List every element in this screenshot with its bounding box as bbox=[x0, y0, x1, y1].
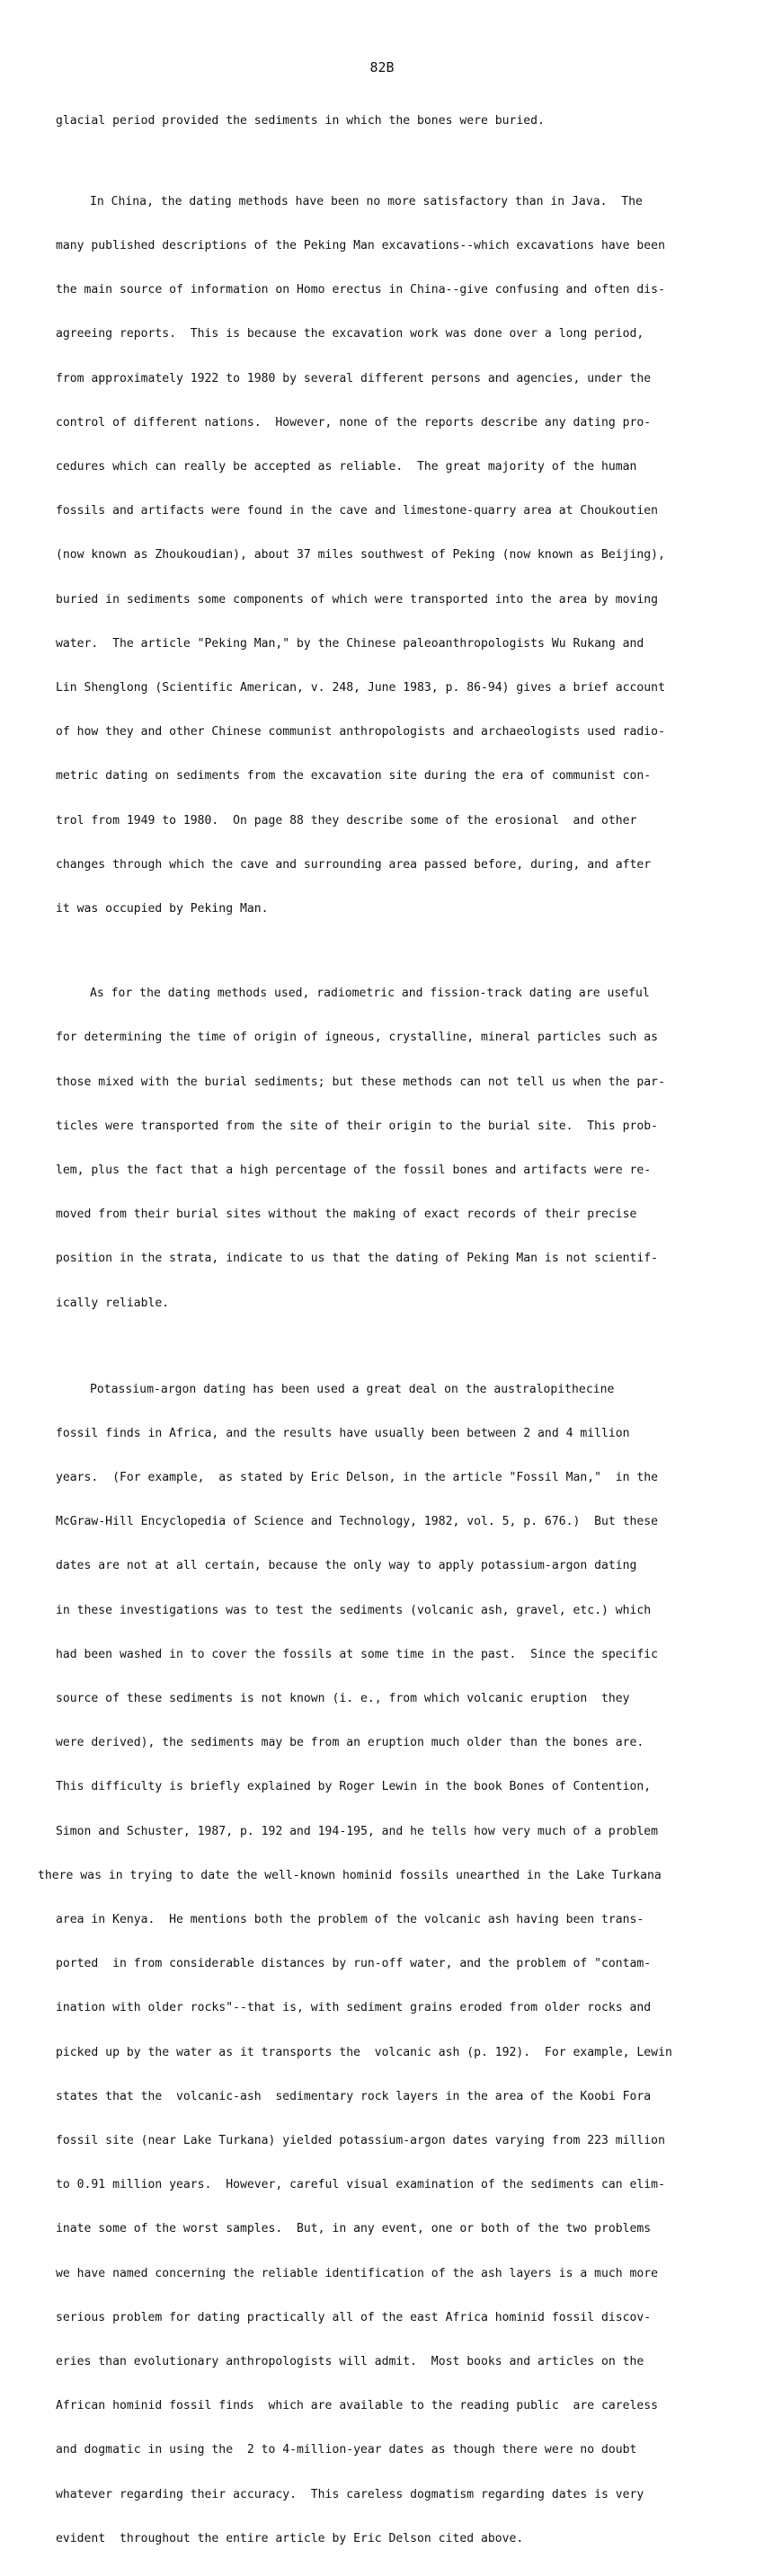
text-line: area in Kenya. He mentions both the problem of the volcanic ash having been trans- bbox=[56, 1912, 644, 1926]
text-line: This difficulty is briefly explained by Roger Lewin in the book Bones of Contention, bbox=[56, 1780, 652, 1794]
text-line: and dogmatic in using the 2 to 4-million-year dates as though there were no doubt bbox=[56, 2443, 637, 2457]
text-line: African hominid fossil finds which are available to the reading public are careless bbox=[56, 2399, 659, 2413]
text-line: glacial period provided the sediments in which the bones were buried. bbox=[56, 113, 545, 128]
text-line: Potassium-argon dating has been used a great deal on the australopithecine bbox=[90, 1382, 615, 1396]
text-line: water. The article "Peking Man," by the Chinese paleoanthropologists Wu Rukang and bbox=[56, 636, 644, 651]
text-line: for determining the time of origin of igneous, crystalline, mineral particles such as bbox=[56, 1031, 659, 1045]
text-line: ically reliable. bbox=[56, 1296, 170, 1310]
text-line: ination with older rocks"--that is, with sediment grains eroded from older rocks and bbox=[56, 2001, 652, 2015]
text-line: changes through which the cave and surrounding area passed before, during, and after bbox=[56, 857, 652, 872]
text-line: the main source of information on Homo erectus in China--give confusing and often dis- bbox=[56, 283, 665, 297]
text-line: In China, the dating methods have been no more satisfactory than in Java. The bbox=[90, 194, 643, 208]
text-line: control of different nations. However, none of the reports describe any dating pro- bbox=[56, 415, 652, 429]
text-line: from approximately 1922 to 1980 by several different persons and agencies, under the bbox=[56, 371, 652, 385]
text-line: Lin Shenglong (Scientific American, v. 248, June 1983, p. 86-94) gives a brief account bbox=[56, 681, 665, 695]
text-line: had been washed in to cover the fossils at some time in the past. Since the specific bbox=[56, 1647, 659, 1661]
text-line: dates are not at all certain, because the only way to apply potassium-argon dating bbox=[56, 1559, 637, 1573]
text-line: lem, plus the fact that a high percentage of the fossil bones and artifacts were re- bbox=[56, 1163, 652, 1177]
text-line: in these investigations was to test the sediments (volcanic ash, gravel, etc.) which bbox=[56, 1603, 652, 1617]
text-line: inate some of the worst samples. But, in any event, one or both of the two problems bbox=[56, 2222, 652, 2236]
text-line: fossils and artifacts were found in the cave and limestone-quarry area at Choukoutien bbox=[56, 504, 659, 518]
text-line: whatever regarding their accuracy. This careless dogmatism regarding dates is very bbox=[56, 2487, 644, 2501]
paragraph-1 bbox=[56, 84, 734, 158]
text-line: fossil site (near Lake Turkana) yielded potassium-argon dates varying from 223 million bbox=[56, 2133, 665, 2147]
text-line: ported in from considerable distances by run-off water, and the problem of "contam- bbox=[56, 1957, 652, 1971]
text-line: trol from 1949 to 1980. On page 88 they describe some of the erosional and other bbox=[56, 813, 637, 828]
text-line: metric dating on sediments from the excavation site during the era of communist con- bbox=[56, 769, 652, 783]
text-line: position in the strata, indicate to us that the dating of Peking Man is not scientif- bbox=[56, 1252, 659, 1266]
page-number: 82B bbox=[369, 59, 395, 75]
text-line: As for the dating methods used, radiometric and fission-track dating are useful bbox=[90, 987, 650, 1001]
text-line: states that the volcanic-ash sedimentary rock layers in the area of the Koobi Fora bbox=[56, 2089, 652, 2103]
text-line: of how they and other Chinese communist anthropologists and archaeologists used radio- bbox=[56, 725, 665, 739]
text-line: McGraw-Hill Encyclopedia of Science and Technology, 1982, vol. 5, p. 676.) But these bbox=[56, 1515, 659, 1529]
text-line: serious problem for dating practically all of the east Africa hominid fossil discov- bbox=[56, 2310, 652, 2324]
text-line: ticles were transported from the site of their origin to the burial site. This prob- bbox=[56, 1119, 659, 1133]
text-line: cedures which can really be accepted as reliable. The great majority of the human bbox=[56, 460, 637, 474]
paragraph-4 bbox=[38, 1353, 734, 2576]
text-line: buried in sediments some components of which were transported into the area by moving bbox=[56, 592, 659, 606]
paragraph-2 bbox=[56, 165, 734, 946]
text-line: many published descriptions of the Peking Man excavations--which excavations have been bbox=[56, 239, 665, 253]
paragraph-3 bbox=[56, 957, 734, 1340]
text-line: those mixed with the burial sediments; but these methods can not tell us when the par- bbox=[56, 1075, 665, 1089]
text-line: Simon and Schuster, 1987, p. 192 and 194-195, and he tells how very much of a problem bbox=[56, 1824, 659, 1838]
text-line: moved from their burial sites without the making of exact records of their precise bbox=[56, 1208, 637, 1222]
text-line: we have named concerning the reliable identification of the ash layers is a much more bbox=[56, 2266, 659, 2280]
text-line: fossil finds in Africa, and the results have usually been between 2 and 4 million bbox=[56, 1426, 630, 1440]
text-line: source of these sediments is not known (i. e., from which volcanic eruption they bbox=[56, 1691, 630, 1705]
document-body bbox=[38, 84, 734, 2576]
text-line: to 0.91 million years. However, careful visual examination of the sediments can elim- bbox=[56, 2178, 665, 2192]
text-line: it was occupied by Peking Man. bbox=[56, 902, 269, 916]
text-line: there was in trying to date the well-known hominid fossils unearthed in the Lake Turkana bbox=[38, 1868, 662, 1882]
text-line: (now known as Zhoukoudian), about 37 miles southwest of Peking (now known as Beijing), bbox=[56, 548, 665, 562]
text-line: evident throughout the entire article by Eric Delson cited above. bbox=[56, 2531, 524, 2545]
text-line: agreeing reports. This is because the excavation work was done over a long period, bbox=[56, 327, 644, 341]
text-line: were derived), the sediments may be from an eruption much older than the bones are. bbox=[56, 1736, 644, 1750]
text-line: years. (For example, as stated by Eric Delson, in the article "Fossil Man," in the bbox=[56, 1470, 659, 1484]
text-line: picked up by the water as it transports the volcanic ash (p. 192). For example, Lewin bbox=[56, 2045, 672, 2059]
text-line: eries than evolutionary anthropologists will admit. Most books and articles on the bbox=[56, 2355, 644, 2368]
